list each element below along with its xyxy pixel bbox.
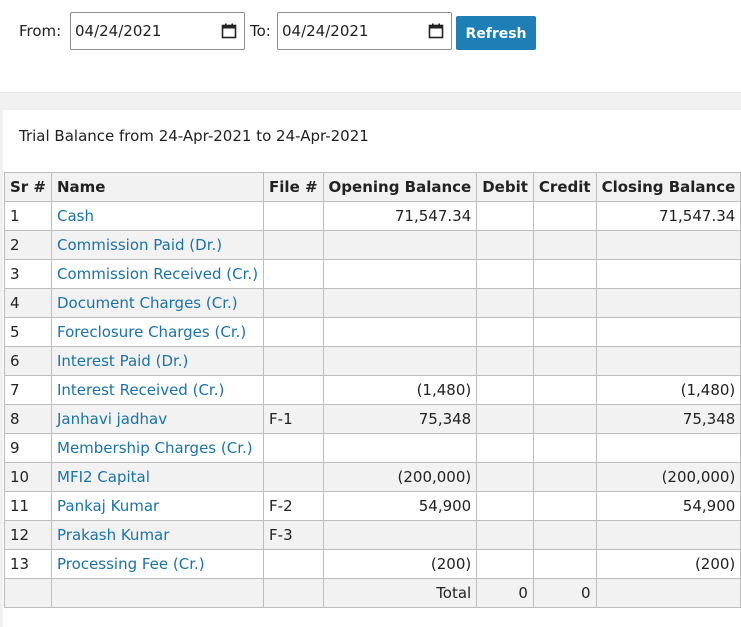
table-row — [5, 376, 741, 405]
account-link[interactable]: Foreclosure Charges (Cr.) — [57, 323, 247, 341]
report-title: Trial Balance from 24-Apr-2021 to 24-Apr-2021 — [19, 127, 369, 145]
row-opening — [323, 434, 477, 463]
total-closing-cell — [596, 579, 741, 608]
row-sr: 6 — [5, 347, 52, 376]
filter-bar — [0, 0, 741, 93]
row-debit — [477, 289, 534, 318]
row-closing — [596, 260, 741, 289]
row-credit — [533, 289, 596, 318]
from-label: From: — [19, 22, 62, 40]
row-closing: 71,547.34 — [596, 202, 741, 231]
row-credit — [533, 434, 596, 463]
row-closing: (1,480) — [596, 376, 741, 405]
row-closing: (200,000) — [596, 463, 741, 492]
row-sr: 11 — [5, 492, 52, 521]
trial-balance-table — [4, 172, 741, 608]
row-sr: 3 — [5, 260, 52, 289]
header-sr: Sr # — [5, 173, 52, 202]
account-link[interactable]: Membership Charges (Cr.) — [57, 439, 253, 457]
table-row — [5, 202, 741, 231]
row-debit — [477, 376, 534, 405]
row-closing — [596, 318, 741, 347]
to-date-value: 04/24/2021 — [282, 22, 369, 40]
row-opening: 54,900 — [323, 492, 477, 521]
calendar-icon[interactable] — [428, 23, 444, 39]
row-debit — [477, 521, 534, 550]
account-link[interactable]: Processing Fee (Cr.) — [57, 555, 205, 573]
account-link[interactable]: Janhavi jadhav — [57, 410, 168, 428]
row-debit — [477, 260, 534, 289]
row-sr: 4 — [5, 289, 52, 318]
row-sr: 9 — [5, 434, 52, 463]
row-opening: (200) — [323, 550, 477, 579]
to-label: To: — [250, 22, 271, 40]
row-file — [264, 463, 324, 492]
header-debit: Debit — [477, 173, 534, 202]
total-debit: 0 — [477, 579, 534, 608]
row-closing — [596, 231, 741, 260]
from-date-value: 04/24/2021 — [75, 22, 162, 40]
row-debit — [477, 405, 534, 434]
row-debit — [477, 347, 534, 376]
row-credit — [533, 376, 596, 405]
account-link[interactable]: Cash — [57, 207, 94, 225]
from-date-input[interactable] — [70, 12, 245, 50]
total-sr-cell — [5, 579, 52, 608]
row-file: F-3 — [264, 521, 324, 550]
row-file — [264, 260, 324, 289]
row-closing: 54,900 — [596, 492, 741, 521]
row-file — [264, 202, 324, 231]
row-credit — [533, 405, 596, 434]
table-row — [5, 231, 741, 260]
account-link[interactable]: Commission Paid (Dr.) — [57, 236, 223, 254]
row-closing — [596, 289, 741, 318]
table-row — [5, 463, 741, 492]
row-closing: 75,348 — [596, 405, 741, 434]
row-file — [264, 376, 324, 405]
row-file: F-2 — [264, 492, 324, 521]
table-header-row — [5, 173, 741, 202]
account-link[interactable]: Interest Paid (Dr.) — [57, 352, 189, 370]
total-file-cell — [264, 579, 324, 608]
row-opening — [323, 521, 477, 550]
table-row — [5, 289, 741, 318]
row-closing: (200) — [596, 550, 741, 579]
row-sr: 2 — [5, 231, 52, 260]
row-opening: 75,348 — [323, 405, 477, 434]
account-link[interactable]: Pankaj Kumar — [57, 497, 160, 515]
row-sr: 7 — [5, 376, 52, 405]
total-credit: 0 — [533, 579, 596, 608]
row-credit — [533, 463, 596, 492]
to-date-input[interactable] — [277, 12, 452, 50]
row-opening — [323, 260, 477, 289]
row-debit — [477, 550, 534, 579]
account-link[interactable]: MFI2 Capital — [57, 468, 150, 486]
total-row — [5, 579, 741, 608]
row-debit — [477, 492, 534, 521]
table-row — [5, 260, 741, 289]
row-opening — [323, 318, 477, 347]
row-closing — [596, 521, 741, 550]
table-row — [5, 434, 741, 463]
report-panel — [3, 110, 741, 627]
refresh-button[interactable]: Refresh — [456, 16, 536, 50]
account-link[interactable]: Commission Received (Cr.) — [57, 265, 259, 283]
header-closing-balance: Closing Balance — [596, 173, 741, 202]
table-row — [5, 521, 741, 550]
row-file — [264, 434, 324, 463]
row-credit — [533, 231, 596, 260]
row-credit — [533, 260, 596, 289]
row-opening — [323, 231, 477, 260]
row-credit — [533, 202, 596, 231]
total-name-cell — [52, 579, 264, 608]
row-opening: (1,480) — [323, 376, 477, 405]
row-sr: 13 — [5, 550, 52, 579]
row-sr: 10 — [5, 463, 52, 492]
header-credit: Credit — [533, 173, 596, 202]
row-closing — [596, 434, 741, 463]
header-opening-balance: Opening Balance — [323, 173, 477, 202]
row-debit — [477, 434, 534, 463]
row-file — [264, 318, 324, 347]
table-row — [5, 347, 741, 376]
row-opening — [323, 289, 477, 318]
row-closing — [596, 347, 741, 376]
row-debit — [477, 463, 534, 492]
account-link[interactable]: Prakash Kumar — [57, 526, 170, 544]
row-debit — [477, 231, 534, 260]
account-link[interactable]: Interest Received (Cr.) — [57, 381, 225, 399]
row-sr: 8 — [5, 405, 52, 434]
row-debit — [477, 318, 534, 347]
row-credit — [533, 521, 596, 550]
row-file — [264, 347, 324, 376]
row-credit — [533, 318, 596, 347]
table-row — [5, 492, 741, 521]
row-sr: 12 — [5, 521, 52, 550]
header-name: Name — [52, 173, 264, 202]
total-label: Total — [323, 579, 477, 608]
row-credit — [533, 347, 596, 376]
row-file — [264, 550, 324, 579]
table-row — [5, 550, 741, 579]
table-row — [5, 405, 741, 434]
row-opening — [323, 347, 477, 376]
row-sr: 1 — [5, 202, 52, 231]
row-sr: 5 — [5, 318, 52, 347]
calendar-icon[interactable] — [221, 23, 237, 39]
row-debit — [477, 202, 534, 231]
row-opening: (200,000) — [323, 463, 477, 492]
row-credit — [533, 550, 596, 579]
row-opening: 71,547.34 — [323, 202, 477, 231]
account-link[interactable]: Document Charges (Cr.) — [57, 294, 238, 312]
table-row — [5, 318, 741, 347]
row-credit — [533, 492, 596, 521]
header-file: File # — [264, 173, 324, 202]
row-file: F-1 — [264, 405, 324, 434]
row-file — [264, 289, 324, 318]
row-file — [264, 231, 324, 260]
